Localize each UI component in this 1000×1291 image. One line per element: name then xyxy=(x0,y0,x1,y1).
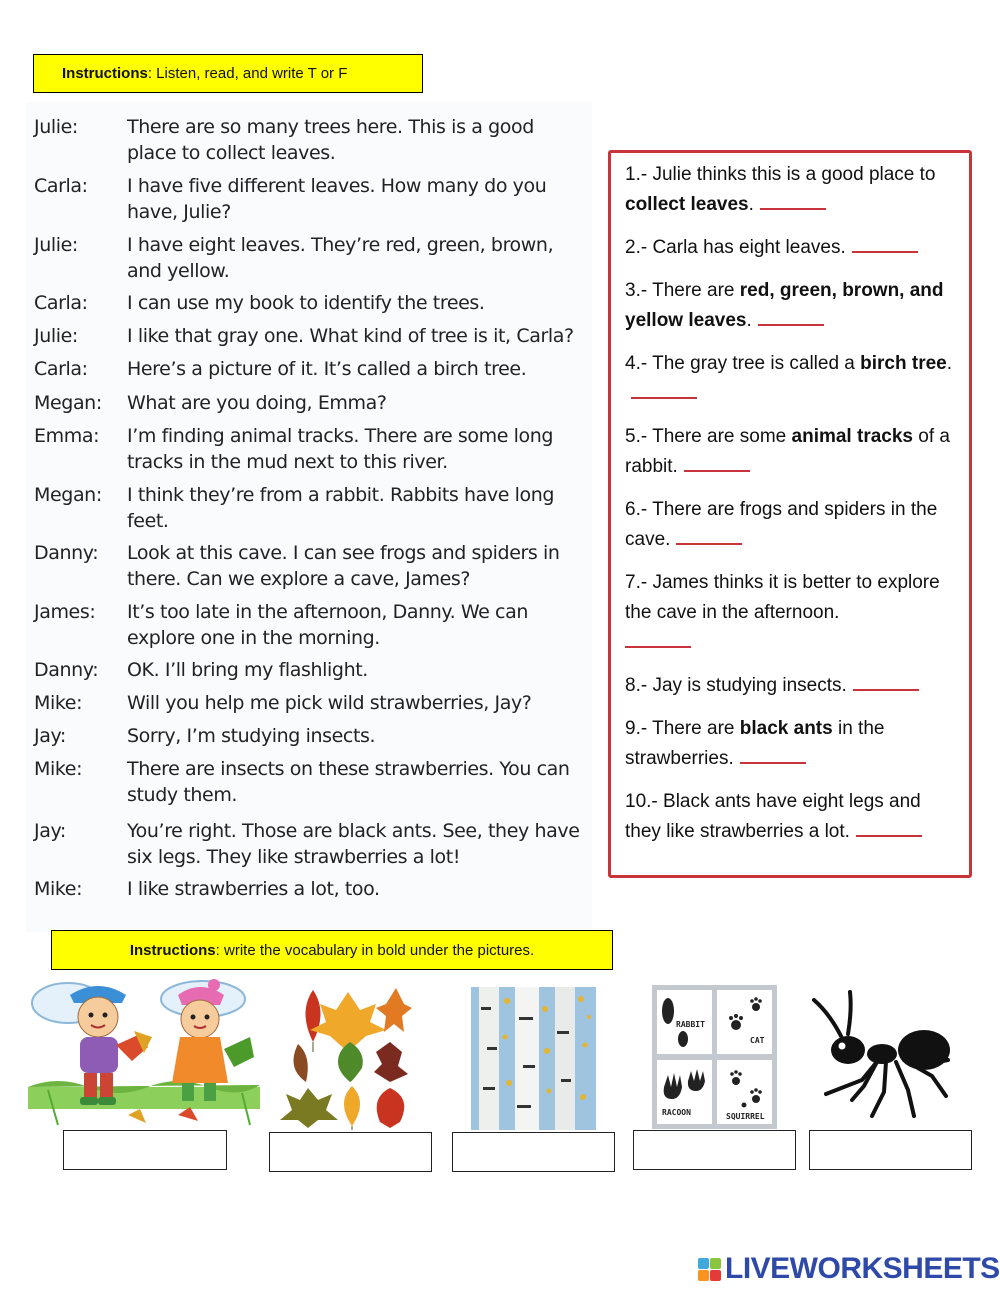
liveworksheets-mark-icon xyxy=(698,1258,721,1281)
question-1: 1.- Julie thinks this is a good place to collect leaves. xyxy=(625,164,936,215)
dialogue-text: Will you help me pick wild strawberries, Jay? xyxy=(127,692,532,714)
question-7: 7.- James thinks it is better to explore the cave in the afternoon. xyxy=(625,568,960,658)
speaker: Jay: xyxy=(34,725,66,747)
dialogue-text: I have eight leaves. They’re red, green, brown, and yellow. xyxy=(127,234,554,282)
dialogue-text: I like that gray one. What kind of tree is it, Carla? xyxy=(127,325,574,347)
speaker: Carla: xyxy=(34,358,88,380)
dialogue-text: You’re right. Those are black ants. See, they have six legs. They like strawberries a lot! xyxy=(127,820,580,868)
question-2: 2.- Carla has eight leaves. xyxy=(625,233,960,263)
track-label-cat: CAT xyxy=(750,1036,765,1045)
answer-box-1[interactable] xyxy=(63,1130,227,1170)
dialogue-text: It’s too late in the afternoon, Danny. We can explore one in the morning. xyxy=(127,601,528,649)
dialogue-line xyxy=(34,290,587,316)
question-8: 8.- Jay is studying insects. xyxy=(625,671,960,701)
dialogue-text: I think they’re from a rabbit. Rabbits have long feet. xyxy=(127,484,555,532)
dialogue-line xyxy=(34,114,587,166)
dialogue-line xyxy=(34,690,587,716)
question-10: 10.- Black ants have eight legs and they like strawberries a lot. xyxy=(625,791,921,842)
dialogue-line xyxy=(34,599,587,651)
speaker: Carla: xyxy=(34,292,88,314)
dialogue-passage xyxy=(26,102,592,932)
dialogue-line xyxy=(34,482,587,534)
dialogue-text: There are insects on these strawberries. You can study them. xyxy=(127,758,570,806)
dialogue-text: Look at this cave. I can see frogs and spiders in there. Can we explore a cave, James? xyxy=(127,542,560,590)
dialogue-text: I have five different leaves. How many do you have, Julie? xyxy=(127,175,547,223)
speaker: Mike: xyxy=(34,692,83,714)
answer-blank[interactable] xyxy=(631,381,697,399)
track-label-racoon: RACOON xyxy=(662,1108,691,1117)
dialogue-text: I like strawberries a lot, too. xyxy=(127,878,380,900)
dialogue-line xyxy=(34,818,587,870)
dialogue-line xyxy=(34,540,587,592)
speaker: Emma: xyxy=(34,425,100,447)
dialogue-line xyxy=(34,423,587,475)
instructions-text: : write the vocabulary in bold under the pictures. xyxy=(215,941,535,959)
answer-box-3[interactable] xyxy=(452,1132,615,1172)
true-false-questions-box xyxy=(608,150,972,878)
dialogue-line xyxy=(34,232,587,284)
autumn-leaves-image xyxy=(278,982,418,1130)
answer-blank[interactable] xyxy=(852,235,918,253)
speaker: Megan: xyxy=(34,392,102,414)
instructions-listen-read xyxy=(33,54,423,93)
instructions-vocabulary xyxy=(51,930,613,970)
answer-blank[interactable] xyxy=(856,819,922,837)
question-5: 5.- There are some animal tracks of a rabbit. xyxy=(625,426,950,477)
answer-blank[interactable] xyxy=(760,192,826,210)
speaker: Julie: xyxy=(34,116,78,138)
animal-tracks-image xyxy=(652,985,777,1129)
answer-blank[interactable] xyxy=(740,746,806,764)
dialogue-line xyxy=(34,657,587,683)
dialogue-text: Sorry, I’m studying insects. xyxy=(127,725,376,747)
answer-blank[interactable] xyxy=(625,630,691,648)
speaker: James: xyxy=(34,601,96,623)
answer-box-5[interactable] xyxy=(809,1130,972,1170)
instructions-label: Instructions xyxy=(129,941,216,959)
dialogue-line xyxy=(34,876,587,902)
speaker: Carla: xyxy=(34,175,88,197)
dialogue-text: Here’s a picture of it. It’s called a birch tree. xyxy=(127,358,527,380)
answer-box-2[interactable] xyxy=(269,1132,432,1172)
question-3: 3.- There are red, green, brown, and yellow leaves. xyxy=(625,280,944,331)
dialogue-line xyxy=(34,390,587,416)
instructions-label: Instructions xyxy=(62,65,148,82)
speaker: Megan: xyxy=(34,484,102,506)
track-label-squirrel: SQUIRREL xyxy=(726,1112,765,1121)
instructions-text: : Listen, read, and write T or F xyxy=(147,65,348,82)
answer-blank[interactable] xyxy=(853,673,919,691)
logo-text: LIVEWORKSHEETS xyxy=(725,1252,1000,1285)
answer-blank[interactable] xyxy=(676,527,742,545)
dialogue-line xyxy=(34,756,587,808)
track-label-rabbit: RABBIT xyxy=(676,1020,705,1029)
question-9: 9.- There are black ants in the strawberries. xyxy=(625,718,885,769)
dialogue-text: What are you doing, Emma? xyxy=(127,392,387,414)
dialogue-line xyxy=(34,356,587,382)
dialogue-text: I can use my book to identify the trees. xyxy=(127,292,485,314)
speaker: Danny: xyxy=(34,659,99,681)
answer-blank[interactable] xyxy=(758,308,824,326)
answer-blank[interactable] xyxy=(684,454,750,472)
question-6: 6.- There are frogs and spiders in the cave. xyxy=(625,499,938,550)
dialogue-line xyxy=(34,323,587,349)
dialogue-text: I’m finding animal tracks. There are some long tracks in the mud next to this river. xyxy=(127,425,554,473)
answer-box-4[interactable] xyxy=(633,1130,796,1170)
speaker: Mike: xyxy=(34,878,83,900)
dialogue-line xyxy=(34,723,587,749)
speaker: Julie: xyxy=(34,325,78,347)
speaker: Julie: xyxy=(34,234,78,256)
dialogue-text: OK. I’ll bring my flashlight. xyxy=(127,659,368,681)
dialogue-text: There are so many trees here. This is a good place to collect leaves. xyxy=(127,116,534,164)
birch-trees-image xyxy=(471,987,596,1130)
speaker: Danny: xyxy=(34,542,99,564)
speaker: Jay: xyxy=(34,820,66,842)
liveworksheets-logo xyxy=(698,1252,1000,1286)
dialogue-line xyxy=(34,173,587,225)
ant-image xyxy=(812,990,954,1126)
question-4: 4.- The gray tree is called a birch tree. xyxy=(625,349,960,409)
children-collecting-leaves-image xyxy=(28,975,260,1130)
speaker: Mike: xyxy=(34,758,83,780)
